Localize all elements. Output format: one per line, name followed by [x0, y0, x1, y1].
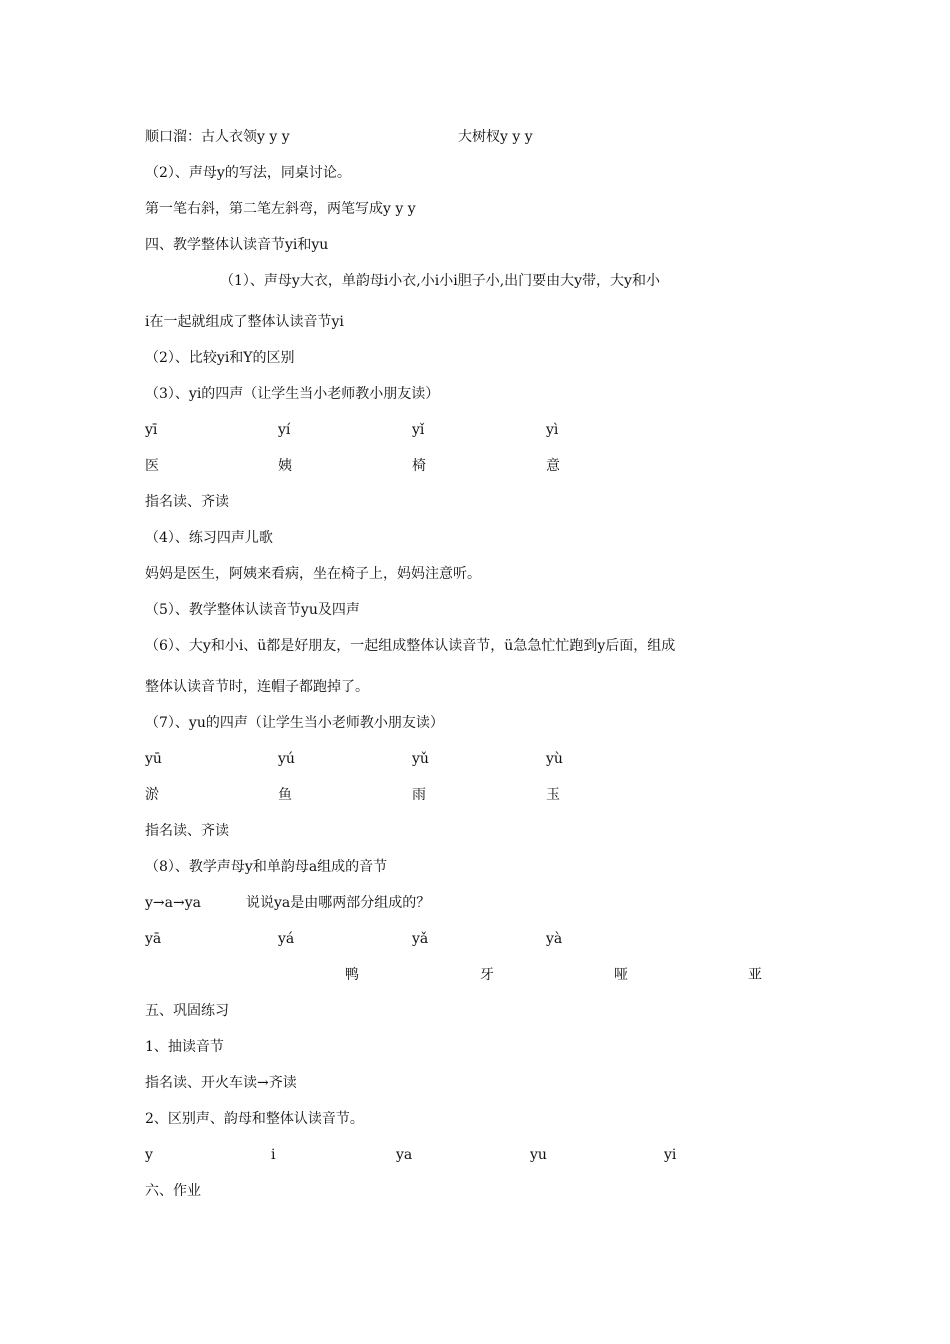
read-method-1: 指名读、齐读	[145, 494, 229, 510]
pinyin-cell: yī	[145, 422, 158, 438]
step-2-line: （2）、声母y的写法，同桌讨论。	[145, 165, 351, 181]
rhyme-text: 妈妈是医生，阿姨来看病，坐在椅子上，妈妈注意听。	[145, 566, 481, 582]
syllable-cell: yi	[664, 1147, 677, 1163]
exercise-2: 2、区别声、韵母和整体认读音节。	[145, 1111, 364, 1127]
exercise-1-method: 指名读、开火车读→齐读	[145, 1075, 297, 1091]
char-cell: 淤	[145, 787, 159, 803]
yi-chars-row	[0, 456, 950, 476]
verse-left: 顺口溜：古人衣领y y y	[145, 129, 290, 145]
ya-heading: （8）、教学声母y和单韵母a组成的音节	[145, 859, 388, 875]
friends-line-b: 整体认读音节时，连帽子都跑掉了。	[145, 679, 369, 695]
char-cell: 玉	[546, 787, 560, 803]
exercise-1: 1、抽读音节	[145, 1039, 224, 1055]
syllable-cell: i	[271, 1147, 276, 1163]
char-cell: 意	[546, 458, 560, 474]
char-cell: 牙	[480, 967, 494, 983]
yu-tones-line: （7）、yu的四声（让学生当小老师教小朋友读）	[145, 715, 444, 731]
step-1-line-b: i在一起就组成了整体认读音节yi	[145, 314, 344, 330]
char-cell: 哑	[614, 967, 628, 983]
char-cell: 鸭	[345, 967, 359, 983]
pinyin-cell: yù	[546, 751, 563, 767]
yu-pinyin-row	[0, 749, 950, 769]
ya-formula: y→a→ya	[145, 895, 201, 911]
section-4-heading: 四、教学整体认读音节yi和yu	[145, 237, 329, 253]
rhyme-heading: （4）、练习四声儿歌	[145, 530, 273, 546]
pinyin-cell: yǎ	[412, 931, 429, 947]
pinyin-cell: yá	[278, 931, 295, 947]
ya-chars-row	[0, 965, 950, 985]
yu-chars-row	[0, 785, 950, 805]
step-1-line-a: （1）、声母y大衣，单韵母i小衣,小i小i胆子小,出门要由大y带，大y和小	[220, 273, 660, 289]
yu-heading: （5）、教学整体认读音节yu及四声	[145, 602, 360, 618]
pinyin-cell: yí	[278, 422, 291, 438]
ya-pinyin-row	[0, 929, 950, 949]
yi-tones-line: （3）、yi的四声（让学生当小老师教小朋友读）	[145, 386, 440, 402]
ya-question: 说说ya是由哪两部分组成的？	[246, 895, 431, 911]
verse-right: 大树杈y y y	[458, 129, 533, 145]
compare-line: （2）、比较yi和Y的区别	[145, 350, 295, 366]
char-cell: 亚	[748, 967, 762, 983]
syllable-cell: ya	[396, 1147, 413, 1163]
syllable-cell: yu	[530, 1147, 547, 1163]
pinyin-cell: yú	[278, 751, 295, 767]
friends-line-a: （6）、大y和小i、ü都是好朋友，一起组成整体认读音节，ü急急忙忙跑到y后面，组成	[145, 638, 676, 654]
ya-formula-row	[0, 893, 950, 913]
pinyin-cell: yǔ	[412, 751, 429, 767]
exercise-2-items-row	[0, 1145, 950, 1165]
section-5-heading: 五、巩固练习	[145, 1003, 229, 1019]
stroke-order-line: 第一笔右斜，第二笔左斜弯，两笔写成y y y	[145, 201, 416, 217]
pinyin-cell: yì	[546, 422, 559, 438]
char-cell: 椅	[412, 458, 426, 474]
yi-pinyin-row	[0, 420, 950, 440]
pinyin-cell: yǐ	[412, 422, 425, 438]
char-cell: 鱼	[278, 787, 292, 803]
read-method-2: 指名读、齐读	[145, 823, 229, 839]
pinyin-cell: yà	[546, 931, 563, 947]
pinyin-cell: yā	[145, 931, 162, 947]
char-cell: 雨	[412, 787, 426, 803]
pinyin-cell: yū	[145, 751, 162, 767]
syllable-cell: y	[145, 1147, 153, 1163]
section-6-heading: 六、作业	[145, 1183, 201, 1199]
char-cell: 医	[145, 458, 159, 474]
char-cell: 姨	[278, 458, 292, 474]
